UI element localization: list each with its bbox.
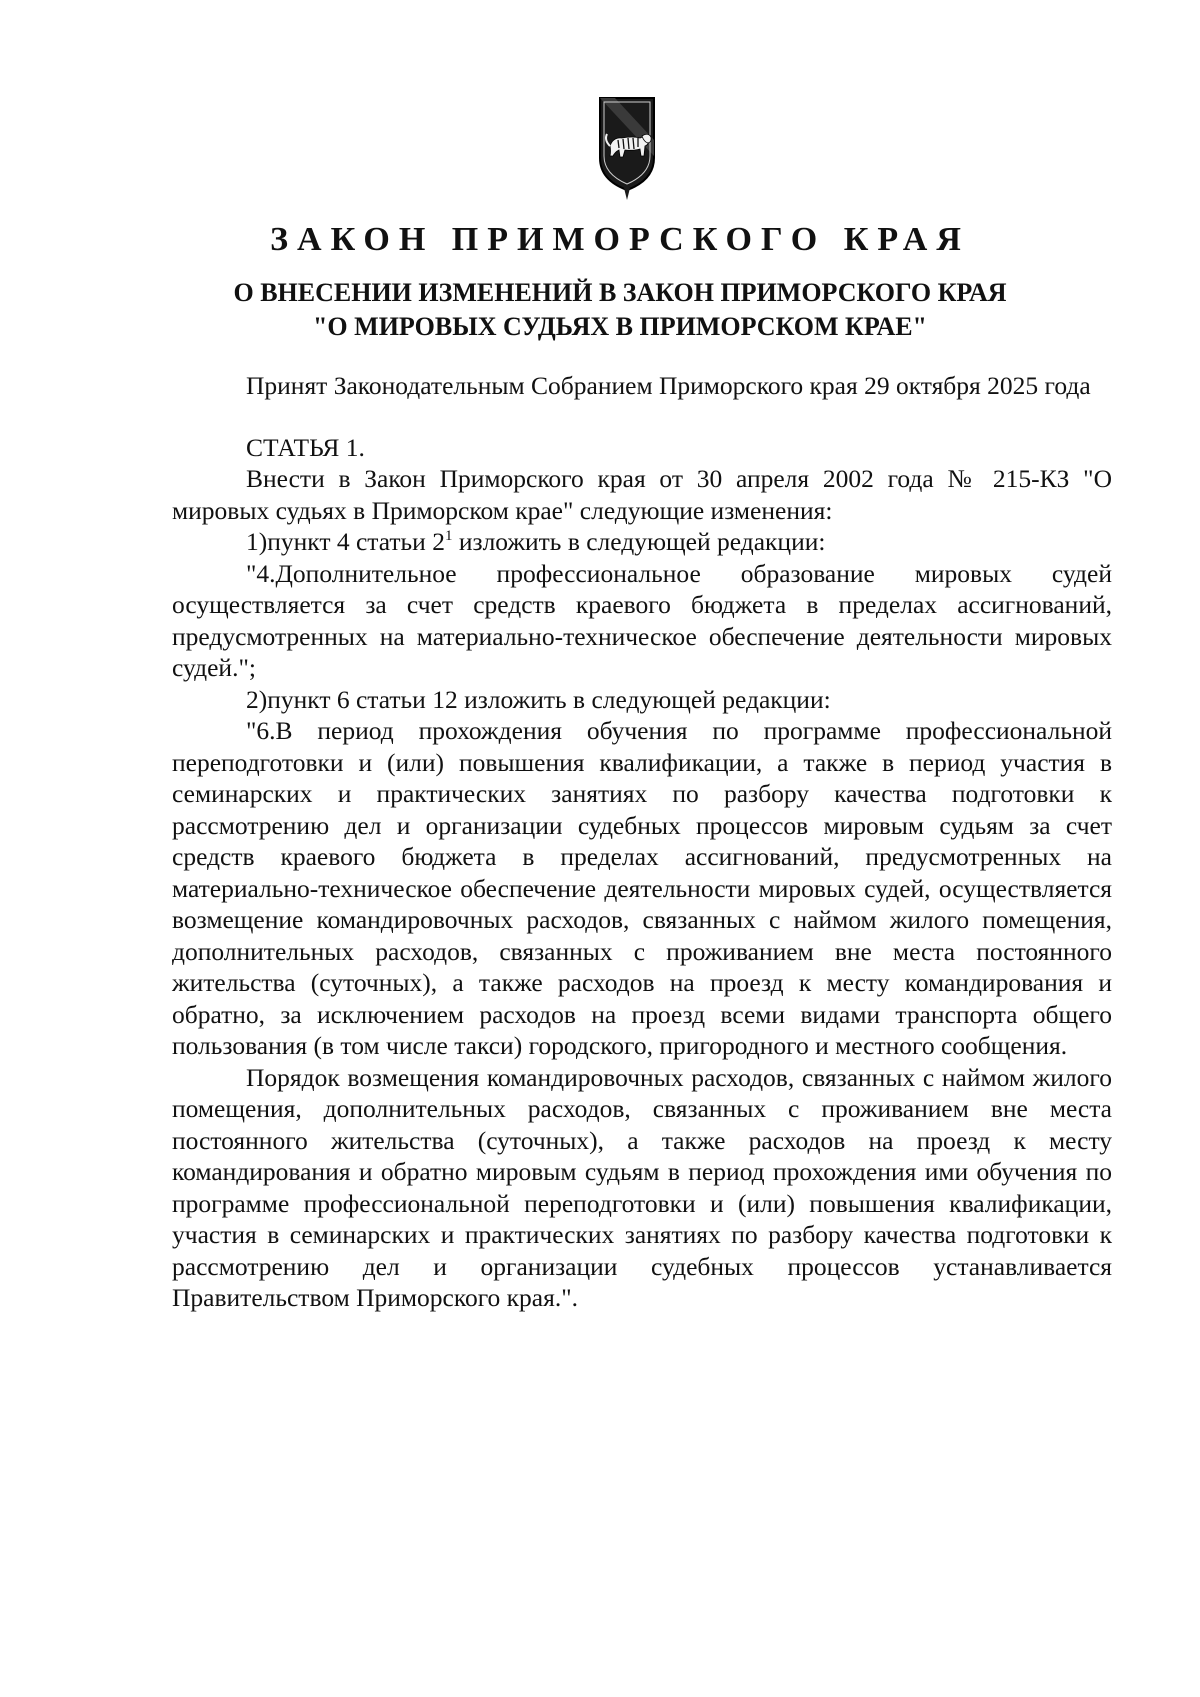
- item-1-suffix: изложить в следующей редакции:: [452, 527, 826, 556]
- law-subtitle: [0, 276, 1200, 344]
- item-2-text-continued: Порядок возмещения командировочных расходов, связанных с наймом жилого помещения, дополнительных расходов, связанных с проживанием вне места постоянного жительства (суточных), а также расходов на проезд к месту командирования и обратно мировым судьям в период прохождения ими обучения по программе профессиональной переподготовки и (или) повышения квалификации, участия в семинарских и практических занятиях по разбору качества подготовки к рассмотрению дел и организации судебных процессов устанавливается Правительством Приморского края.".: [172, 1062, 1112, 1312]
- item-1: [172, 526, 1112, 558]
- item-1-prefix: 1)пункт 4 статьи 2: [246, 527, 445, 556]
- item-2: 2)пункт 6 статьи 12 изложить в следующей редакции:: [246, 684, 831, 714]
- article-intro: Внести в Закон Приморского края от 30 апреля 2002 года № 215-КЗ "О мировых судьях в Приморском крае" следующие изменения:: [172, 464, 1112, 525]
- item-1-superscript: 1: [444, 528, 453, 544]
- subtitle-line-2: "О МИРОВЫХ СУДЬЯХ В ПРИМОРСКОМ КРАЕ": [313, 312, 927, 341]
- item-2-text: "6.В период прохождения обучения по программе профессиональной переподготовки и (или) повышения квалификации, а также в период участия в семинарских и практических занятиях по разбору качества подготовки к рассмотрению дел и организации судебных процессов мировым судьям за счет средств краевого бюджета в пределах ассигнований, предусмотренных на материально-техническое обеспечение деятельности мировых судей, осуществляется возмещение командировочных расходов, связанных с наймом жилого помещения, дополнительных расходов, связанных с проживанием вне места постоянного жительства (суточных), а также расходов на проезд к месту командирования и обратно, за исключением расходов на проезд всеми видами транспорта общего пользования (в том числе такси) городского, пригородного и местного сообщения.: [172, 716, 1112, 1060]
- law-body: [172, 370, 1112, 1314]
- subtitle-line-1: О ВНЕСЕНИИ ИЗМЕНЕНИЙ В ЗАКОН ПРИМОРСКОГО КРАЯ: [233, 278, 1007, 307]
- article-heading: СТАТЬЯ 1.: [246, 432, 365, 462]
- law-title: ЗАКОН ПРИМОРСКОГО КРАЯ: [270, 221, 970, 258]
- adoption-note: Принят Законодательным Собранием Приморского края 29 октября 2025 года: [246, 371, 1091, 400]
- primorsky-krai-coat-of-arms-icon: [598, 96, 656, 202]
- item-1-text: "4.Дополнительное профессиональное образование мировых судей осуществляется за счет средств краевого бюджета в пределах ассигнований, предусмотренных на материально-техническое обеспечение деятельности мировых судей.";: [172, 558, 1112, 682]
